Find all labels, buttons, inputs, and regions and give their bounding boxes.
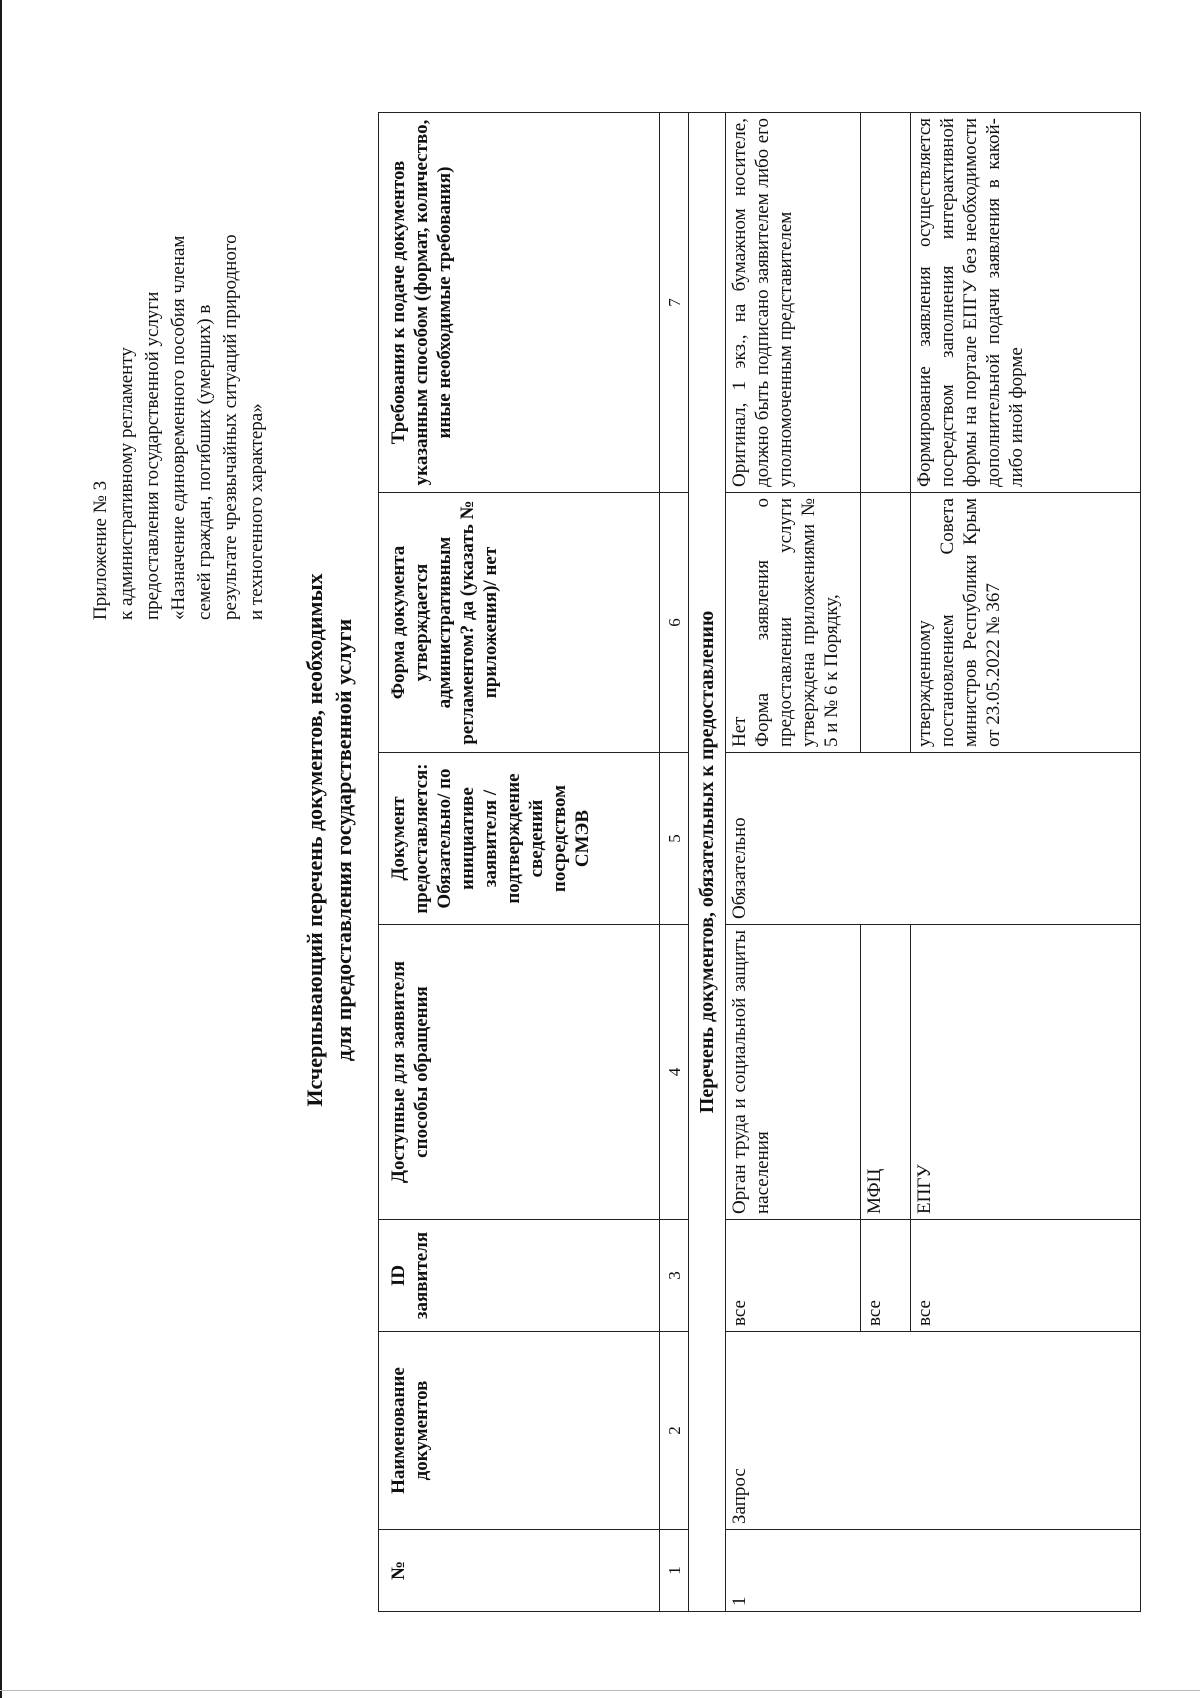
appendix-line: Приложение № 3 [90, 480, 111, 620]
doc-name-cell: Запрос [726, 1332, 1141, 1530]
column-number: 4 [660, 925, 689, 1220]
header-number: № [379, 1530, 660, 1612]
appendix-line: к административному регламенту [116, 347, 137, 620]
header-requirements: Требования к подаче документов указанным способом (формат, количество, иные необходимые требования) [379, 113, 660, 493]
form-answer: Нет [729, 716, 750, 747]
title-line-1: Исчерпывающий перечень документов, необходимых [302, 573, 327, 1107]
requirements-cell: Формирование заявления осуществляется посредством заполнения интерактивной формы на портале ЕПГУ без необходимости дополнительной подачи заявления в какой-либо иной форме [911, 113, 1141, 493]
appendix-header [88, 60, 270, 620]
documents-table [378, 112, 1141, 1612]
appendix-line: и техногенного характера» [246, 403, 267, 620]
form-cell [726, 493, 861, 753]
section-row [689, 113, 726, 1612]
header-methods: Доступные для заявителя способы обращения [379, 925, 660, 1220]
column-number: 1 [660, 1530, 689, 1612]
mandatory-cell: Обязательно [726, 753, 1141, 925]
scan-edge-bottom [0, 1690, 1200, 1691]
header-form: Форма документа утверждается административным регламентом? да (указать № приложения)/ нет [379, 493, 660, 753]
applicant-id-cell: все [911, 1220, 1141, 1332]
scan-edge-left [0, 0, 2, 1698]
column-number: 7 [660, 113, 689, 493]
applicant-id-cell: все [861, 1220, 911, 1332]
form-cell [861, 493, 911, 753]
appendix-line: предоставления государственной услуги [142, 291, 163, 620]
header-provision: Документ предоставляется: Обязательно/ по инициативе заявителя /подтверждение сведений посредством СМЭВ [379, 753, 660, 925]
requirements-cell [861, 113, 911, 493]
row-number: 1 [726, 1530, 1141, 1612]
section-title: Перечень документов, обязательных к предоставлению [689, 113, 726, 1612]
rotated-page [18, 20, 1178, 1660]
column-number: 6 [660, 493, 689, 753]
column-number: 2 [660, 1332, 689, 1530]
column-numbers-row [660, 113, 689, 1612]
column-number: 5 [660, 753, 689, 925]
method-cell: ЕПГУ [911, 925, 1141, 1220]
form-note: Форма заявления о предоставлении услуги утверждена приложениями № 5 и № 6 к Порядку, [752, 498, 842, 747]
column-number: 3 [660, 1220, 689, 1332]
method-cell: МФЦ [861, 925, 911, 1220]
header-row [379, 113, 660, 1612]
appendix-line: результате чрезвычайных ситуаций природного [220, 234, 241, 620]
header-doc-name: Наименование документов [379, 1332, 660, 1530]
applicant-id-cell: все [726, 1220, 861, 1332]
requirements-cell: Оригинал, 1 экз., на бумажном носителе, должно быть подписано заявителем либо его уполномоченным представителем [726, 113, 861, 493]
title-line-2: для предоставления государственной услуги [331, 618, 356, 1062]
header-applicant-id: ID заявителя [379, 1220, 660, 1332]
appendix-line: семей граждан, погибших (умерших) в [194, 304, 215, 620]
appendix-line: «Назначение единовременного пособия членам [168, 235, 189, 620]
document-title [300, 20, 358, 1660]
method-cell: Орган труда и социальной защиты населения [726, 925, 861, 1220]
form-cell: утвержденному постановлением Совета министров Республики Крым от 23.05.2022 № 367 [911, 493, 1141, 753]
table-row [726, 113, 861, 1612]
